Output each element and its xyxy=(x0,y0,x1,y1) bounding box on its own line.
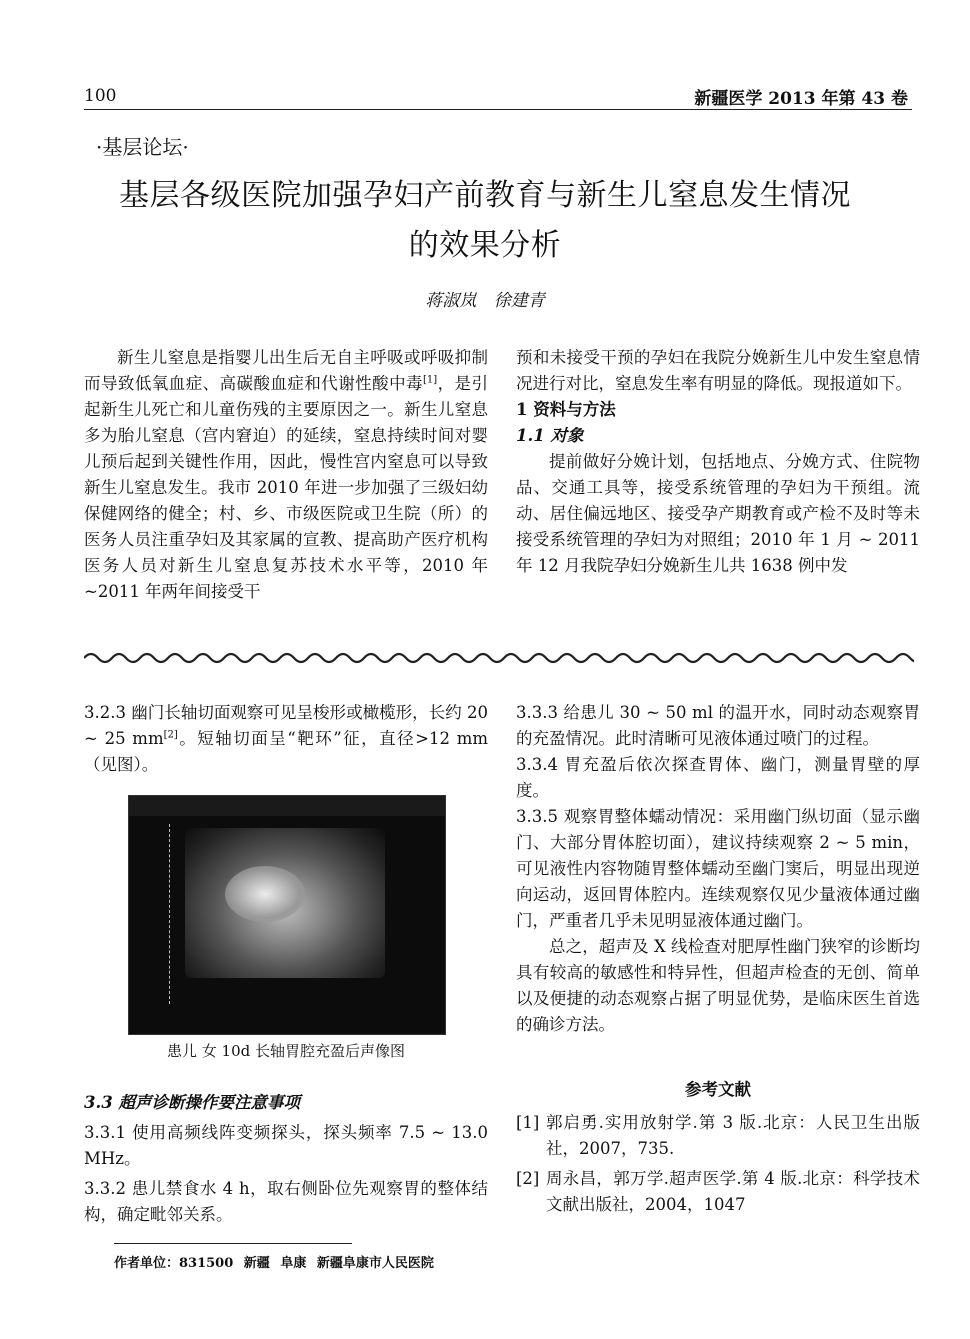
article-title-line-2: 的效果分析 xyxy=(408,228,562,263)
references-title: 参考文献 xyxy=(685,1080,751,1099)
intro-paragraph xyxy=(84,345,488,605)
lower-left-column xyxy=(84,700,488,778)
section-heading-1-1: 1.1 对象 xyxy=(516,426,584,445)
article-title-line-1: 基层各级医院加强孕妇产前教育与新生儿窒息发生情况 xyxy=(119,178,851,213)
reference-item xyxy=(516,1110,920,1162)
intro-right-column xyxy=(516,345,920,579)
para-3-3-1: 3.3.1 使用高频线阵变频探头，探头频率 7.5 ~ 13.0 MHz。 xyxy=(84,1123,488,1168)
reference-number: [2] xyxy=(516,1169,540,1188)
citation-2: [2] xyxy=(163,729,178,741)
footnote-rule xyxy=(114,1243,352,1244)
section-3-3 xyxy=(84,1090,488,1228)
ultrasound-header-bar xyxy=(129,796,445,816)
reference-text: 郭启勇.实用放射学.第 3 版.北京：人民卫生出版社，2007，735. xyxy=(546,1113,920,1158)
para-3-2-3 xyxy=(84,700,488,778)
conclusion-paragraph: 总之，超声及 X 线检查对肥厚性幽门狭窄的诊断均具有较高的敏感性和特异性，但超声检查的无创、简单以及便捷的动态观察占据了明显优势，是临床医生首选的确诊方法。 xyxy=(516,937,920,1034)
header-rule xyxy=(84,109,912,110)
citation-1: [1] xyxy=(422,374,438,386)
journal-header: 新疆医学 2013 年第 43 卷 xyxy=(694,89,908,109)
section-heading-3-3: 3.3 超声诊断操作要注意事项 xyxy=(84,1093,300,1112)
reference-text: 周永昌，郭万学.超声医学.第 4 版.北京：科学技术文献出版社，2004，1047 xyxy=(546,1169,920,1214)
lower-right-column xyxy=(516,700,920,1038)
para-3-2-3-text-rest: 。短轴切面呈“靶环”征，直径>12 mm（见图）。 xyxy=(84,729,488,774)
section-divider-ornament xyxy=(84,650,914,666)
page-number: 100 xyxy=(84,86,117,106)
para-3-3-5: 3.3.5 观察胃整体蠕动情况：采用幽门纵切面（显示幽门、大部分胃体腔切面），建议持续观察 2 ~ 5 min，可见液性内容物随胃整体蠕动至幽门窦后，明显出现逆向运动，返回胃体腔内。连续观察仅见少量液体通过幽门，严重者几乎未见明显液体通过幽门。 xyxy=(516,807,920,930)
references-list xyxy=(516,1110,920,1222)
figure-caption: 患儿 女 10d 长轴胃腔充盈后声像图 xyxy=(167,1042,405,1060)
column-tag: ·基层论坛· xyxy=(96,135,189,159)
section-heading-1: 1 资料与方法 xyxy=(516,400,616,419)
para-3-2-3-text: 3.2.3 幽门长轴切面观察可见呈梭形或橄榄形，长约 20 ~ 25 mm xyxy=(84,703,488,748)
subjects-paragraph: 提前做好分娩计划，包括地点、分娩方式、住院物品、交通工具等，接受系统管理的孕妇为干预组。流动、居住偏远地区、接受孕产期教育或产检不及时等未接受系统管理的孕妇为对照组；2010 年 1 月 ~ 2011 年 12 月我院孕妇分娩新生儿共 1638 例中发 xyxy=(516,452,920,575)
intro-text-rest: ，是引起新生儿死亡和儿童伤残的主要原因之一。新生儿窒息多为胎儿窒息（宫内窘迫）的延续，窒息持续时间对婴儿预后起到关键性作用，因此，慢性宫内窒息可以导致新生儿窒息发生。我市 2010 年进一步加强了三级妇幼保健网络的健全；村、乡、市级医院或卫生院（所）的医务人员注重孕妇及其家属的宣教、提高助产医疗机构医务人员对新生儿窒息复苏技术水平等，2010 年 ~2011 年两年间接受干 xyxy=(84,374,489,601)
para-3-3-3: 3.3.3 给患儿 30 ~ 50 ml 的温开水，同时动态观察胃的充盈情况。此时清晰可见液体通过喷门的过程。 xyxy=(516,703,920,748)
ultrasound-footer xyxy=(129,1020,445,1034)
reference-item xyxy=(516,1166,920,1218)
depth-ruler xyxy=(169,824,172,1004)
author-affiliation: 作者单位：831500 新疆 阜康 新疆阜康市人民医院 xyxy=(114,1256,434,1271)
para-3-3-2: 3.3.2 患儿禁食水 4 h，取右侧卧位先观察胃的整体结构，确定毗邻关系。 xyxy=(84,1179,488,1224)
para-3-3-4: 3.3.4 胃充盈后依次探查胃体、幽门，测量胃壁的厚度。 xyxy=(516,755,920,800)
intro-continued: 预和未接受干预的孕妇在我院分娩新生儿中发生窒息情况进行对比，窒息发生率有明显的降低。现报道如下。 xyxy=(516,348,920,393)
ultrasound-figure xyxy=(128,795,446,1035)
pylorus-echo xyxy=(225,866,305,922)
reference-number: [1] xyxy=(516,1113,540,1132)
intro-text: 新生儿窒息是指婴儿出生后无自主呼吸或呼吸抑制而导致低氧血症、高碳酸血症和代谢性酸中毒 xyxy=(84,348,488,393)
intro-left-column xyxy=(84,345,488,605)
authors: 蒋淑岚 徐建青 xyxy=(425,291,545,311)
